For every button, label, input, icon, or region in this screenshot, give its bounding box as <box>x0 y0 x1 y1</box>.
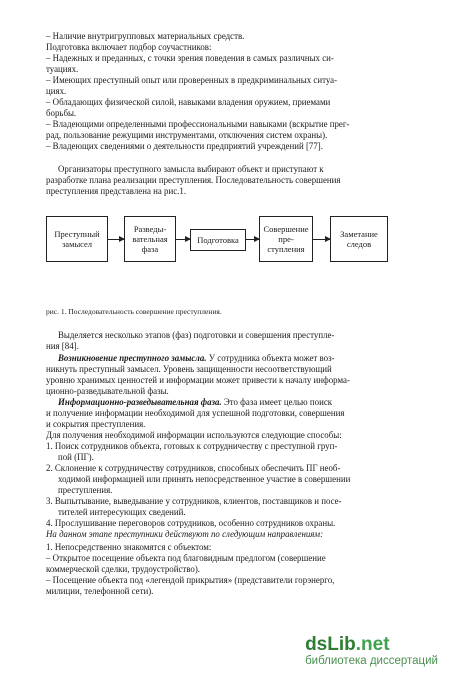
flow-box-zamysel: Преступный замысел <box>46 216 108 262</box>
flow-arrow <box>176 239 190 240</box>
flow-box-podgotovka: Подготовка <box>190 229 246 251</box>
text-line: тителей интересующих сведений. <box>58 507 186 517</box>
text-line: Подготовка включает подбор соучастников: <box>46 42 212 52</box>
paragraph-heading: Возникновение преступного замысла. <box>58 353 207 363</box>
text-line: – Владеющих сведениями о деятельности предприятий учреждений [77]. <box>46 141 323 151</box>
text-line: уровню хранимых ценностей и информации может привести к началу информа- <box>46 375 350 385</box>
paragraph-heading-line <box>58 397 428 407</box>
watermark-subtitle: библиотека диссертаций <box>305 655 438 667</box>
flow-box-zametanie: Заметание следов <box>330 216 388 262</box>
text-line: – Открытое посещение объекта под благовидным предлогом (совершение <box>46 553 326 563</box>
text-line: никнуть преступный замысел. Уровень защищенности несоответствующий <box>46 364 332 374</box>
watermark-logo <box>305 635 438 655</box>
text-line: борьбы. <box>46 108 77 118</box>
text-line: пой (ПГ). <box>58 452 94 462</box>
paragraph-heading: Информационно-разведывательная фаза. <box>58 397 222 407</box>
text-line: и сокрытия преступления. <box>46 419 146 429</box>
text-line: разработке плана реализации преступления. Последовательность совершения <box>46 175 341 185</box>
paragraph-heading-line <box>58 353 428 363</box>
text-line: – Надежных и преданных, с точки зрения поведения в самых различных си- <box>46 53 334 63</box>
text-line: – Посещение объекта под «легендой прикрытия» (представители горэнерго, <box>46 575 335 585</box>
text-line: и получение информации необходимой для успешной подготовки, совершения <box>46 408 345 418</box>
text-line: ния [84]. <box>46 341 79 351</box>
flow-arrow <box>108 239 124 240</box>
text-line: преступления представлена на рис.1. <box>46 186 187 196</box>
flow-arrow <box>313 239 330 240</box>
text-line: 2. Склонение к сотрудничеству сотрудников, способных обеспечить ПГ необ- <box>46 463 341 473</box>
text-line: 1. Непосредственно знакомятся с объектом: <box>46 542 212 552</box>
text-line: 1. Поиск сотрудников объекта, готовых к сотрудничеству с преступной груп- <box>46 441 338 451</box>
text-span: У сотрудника объекта может воз- <box>206 353 335 363</box>
flow-box-sovershenie: Совершение пре-ступления <box>259 216 313 262</box>
figure-caption: рис. 1. Последовательность совершение преступления. <box>46 307 222 316</box>
text-line: милиции, телефонной сети). <box>46 586 154 596</box>
watermark <box>305 635 438 668</box>
flow-arrow <box>246 239 259 240</box>
text-line: 3. Выпытывание, выведывание у сотрудников, клиентов, поставщиков и посе- <box>46 496 342 506</box>
text-line: 4. Прослушивание переговоров сотрудников, особенно сотрудников охраны. <box>46 518 336 528</box>
text-span: Это фаза имеет целью поиск <box>221 397 333 407</box>
text-line: Для получения необходимой информации используются следующие способы: <box>46 430 342 440</box>
italic-line: На данном этапе преступники действуют по следующим направлениям: <box>46 529 324 539</box>
text-line: циях. <box>46 86 67 96</box>
text-line: рад, пользование режущими инструментами, отключения систем охраны). <box>46 130 328 140</box>
text-line: ционно-разведывательной фазы. <box>46 386 169 396</box>
text-line: коммерческой сделки, трудоустройство). <box>46 564 201 574</box>
flow-box-razvedka: Разведы-вательная фаза <box>124 216 176 262</box>
text-line: – Наличие внутригрупповых материальных средств. <box>46 31 245 41</box>
text-line: – Обладающих физической силой, навыками владения оружием, приемами <box>46 97 331 107</box>
text-line: преступления. <box>58 485 113 495</box>
text-line: ходимой информацией или принять непосредственное участие в совершении <box>58 474 351 484</box>
text-line: Организаторы преступного замысла выбирают объект и приступают к <box>58 164 324 174</box>
watermark-logo-tld: .net <box>355 634 390 655</box>
text-line: Выделяется несколько этапов (фаз) подготовки и совершения преступле- <box>58 330 335 340</box>
text-line: туациях. <box>46 64 79 74</box>
watermark-logo-main: dsLib <box>305 634 356 655</box>
text-line: – Владеющими определенными профессиональными навыками (вскрытие прег- <box>46 119 350 129</box>
text-line: – Имеющих преступный опыт или проверенных в предкриминальных ситуа- <box>46 75 338 85</box>
